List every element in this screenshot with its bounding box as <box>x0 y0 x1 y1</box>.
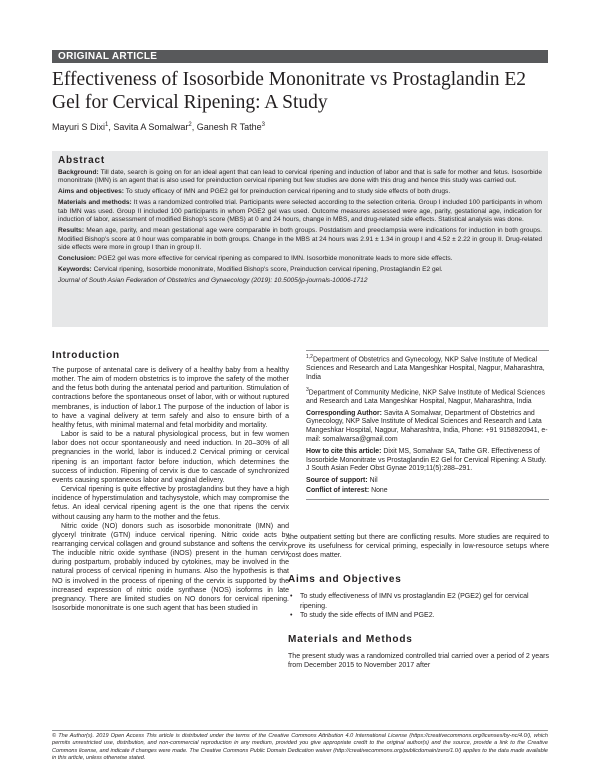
methods-paragraph: The present study was a randomized controlled trial carried over a period of 2 years from December 2015 to November 2017 after <box>288 652 549 670</box>
abstract-box <box>52 151 548 327</box>
abstract-background: Background: Till date, search is going on for an ideal agent that can lead to cervical ripening and induction of labor and that is safe for mother and fetus. Isosorbide mononitrate (IMN) is an agent that is also used for preinduction cervical ripening but few studies are done with this drug and hence this study was carried out. <box>58 169 542 185</box>
introduction-paragraph: The purpose of antenatal care is delivery of a healthy baby from a healthy mother. The aim of modern obstetrics is to improve the safety of the mother and the fetus both during the antenatal period and parturition. Stimulation of contractions before the spontaneous onset of labor, with or without ruptured membranes, is induction of labor.1 The purpose of the induction of labor is to have a vaginal delivery at term safely and also to ensure birth of a healthy fetus, with minimal maternal and fetal morbidity and mortality. <box>52 367 289 429</box>
introduction-continuation: the outpatient setting but there are conflicting results. More studies are required to prove its usefulness for cervical priming, especially in low-resource setups where cost does matter. <box>288 534 549 560</box>
abstract-aims: Aims and objectives: To study efficacy of IMN and PGE2 gel for preinduction cervical ripening and to study side effects of both drugs. <box>58 188 451 196</box>
source-of-support: Source of support: Nil <box>306 477 378 485</box>
how-to-cite: How to cite this article: Dixit MS, Somalwar SA, Tathe GR. Effectiveness of Isosorbide Mononitrate vs Prostaglandin E2 Gel for Cervical Ripening: A Study. J South Asian Feder Obst Gynae 2019;11(5):288–291. <box>306 447 547 473</box>
affiliation: $^3$Department of Community Medicine, NKP Salve Institute of Medical Sciences and Research and Lata Mangeshkar Hospital, Nagpur, Maharashtra, India <box>306 386 545 405</box>
author-affiliation-mark: 2 <box>188 122 192 128</box>
abstract-conclusion: Conclusion: PGE2 gel was more effective for cervical ripening as compared to IMN. Isosorbide mononitrate leads to more side effects. <box>58 255 453 263</box>
methods-heading: Materials and Methods <box>288 633 413 645</box>
abstract-results: Results: Mean age, parity, and mean gestational age were comparable in both groups. Postdatism and preeclampsia were indications for induction in both groups. Modified Bishop's score at 0 hour was comparable in both groups. Change in the MBS at 24 hours was 2.91 ± 1.34 in group I and 4.52 ± 2.22 in group II. Drug-related side effects were more in group I than in group II. <box>58 227 542 252</box>
author-name: Mayuri S Dixi <box>52 122 106 132</box>
author-affiliation-mark: 3 <box>261 122 266 128</box>
author-list: Mayuri S Dixi$^1$, Savita A Somalwar$^2$, Ganesh R Tathe$^3$ <box>52 122 266 132</box>
right-column <box>288 350 549 670</box>
license-statement: © The Author(s). 2019 Open Access This article is distributed under the terms of the Creative Commons Attribution 4.0 International License (https://creativecommons.org/licenses/by-nc/4.0/), which permits unrestricted use, distribution, and non-commercial reproduction in any medium, provided you give appropriate credit to the original author(s) and the source, provide a link to the Creative Commons license, and indicate if changes were made. The Creative Commons Public Domain Dedication waiver (http://creativecommons.org/publicdomain/zero/1.0/) applies to the data made available in this article, unless otherwise stated. <box>52 733 548 762</box>
abstract-heading: Abstract <box>58 155 105 166</box>
corresponding-author: Corresponding Author: Savita A Somalwar, Department of Obstetrics and Gynecology, NKP Salve Institute of Medical Sciences and Research and Lata Mangeshkar Hospital, Nagpur, Maharashtra, India, Phone: +91 9158920941, e-mail: somalwarsa@gmail.com <box>306 409 548 443</box>
conflict-of-interest: Conflict of interest: None <box>306 486 388 494</box>
affiliation-bottom-rule <box>306 499 549 500</box>
author-name: Ganesh R Tathe <box>196 122 262 132</box>
aims-heading: Aims and Objectives <box>288 574 402 586</box>
left-column <box>52 350 289 613</box>
introduction-heading: Introduction <box>52 350 120 361</box>
objectives-list <box>288 592 549 619</box>
author-affiliation-mark: 1 <box>105 122 109 128</box>
list-item: • To study the side effects of IMN and PGE2. <box>290 611 435 619</box>
article-title: Effectiveness of Isosorbide Mononitrate vs Prostaglandin E2 Gel for Cervical Ripening: A Study <box>52 69 527 113</box>
list-item: • To study effectiveness of IMN vs prostaglandin E2 (PGE2) gel for cervical ripening. <box>290 593 529 610</box>
introduction-paragraph: Labor is said to be a natural physiological process, but in few women labor does not occur spontaneously and need induction. In 20–30% of all pregnancies in the world, labor is induced.2 Cervical priming or cervical ripening is an important factor before induction, which determines the success of induction. Ripening of cervix is due to cascade of synchronized events causing spontaneous labor and vaginal delivery. <box>52 431 289 484</box>
footer-rule <box>52 730 548 731</box>
abstract-keywords: Keywords: Cervical ripening, Isosorbide mononitrate, Modified Bishop's score, Preinduction cervical ripening, Prostaglandin E2 gel. <box>58 266 443 274</box>
author-name: Savita A Somalwar <box>113 122 189 132</box>
affiliation: $^{1,2}$Department of Obstetrics and Gynecology, NKP Salve Institute of Medical Sciences and Research and Lata Mangeshkar Hospital, Nagpur, Maharashtra, India <box>306 354 545 381</box>
introduction-paragraph: Nitric oxide (NO) donors such as isosorbide mononitrate (IMN) and glyceryl trinitrate (GTN) induce cervical ripening. Nitric oxide acts by rearranging cervical collagen and ground substance and softens the cervix. The inducible nitric oxide synthase (iNOS) present in the human cervix during postpartum, probably induced by cytokines, may be involved in the natural process of cervical ripening in humans. Also the hypothesis is that NO is involved in the process of ripening of the cervix is supported by the increased expression of nitric oxide synthase (NOS) isoforms in late pregnancy. There are limited studies on NO donors for cervical ripening. Isosorbide mononitrate is one such agent that has been studied in <box>52 522 289 613</box>
journal-citation: Journal of South Asian Federation of Obstetrics and Gynaecology (2019): 10.5005/jp-journals-10006-1712 <box>58 277 368 285</box>
introduction-paragraph: Cervical ripening is quite effective by prostaglandins but they have a high incidence of hyperstimulation and tachysystole, which may compromise the fetus. An ideal cervical ripening agent is the one that ripens the cervix without causing any harm to the mother and the fetus. <box>52 486 289 521</box>
article-type-banner: ORIGINAL ARTICLE <box>52 50 548 63</box>
abstract-methods: Materials and methods: It was a randomized controlled trial. Participants were selected according to the selection criteria. Group I included 100 participants in whom tab IMN was used. Group II included 100 participants in whom PGE2 gel was used. Outcome measures assessed were age, parity, gestational age, indication for induction of labor, assessment of modified Bishop's score (MBS) at 0 and 24 hours, change in MBS, and drug-related side effects. Statistical analysis was done. <box>58 199 542 224</box>
